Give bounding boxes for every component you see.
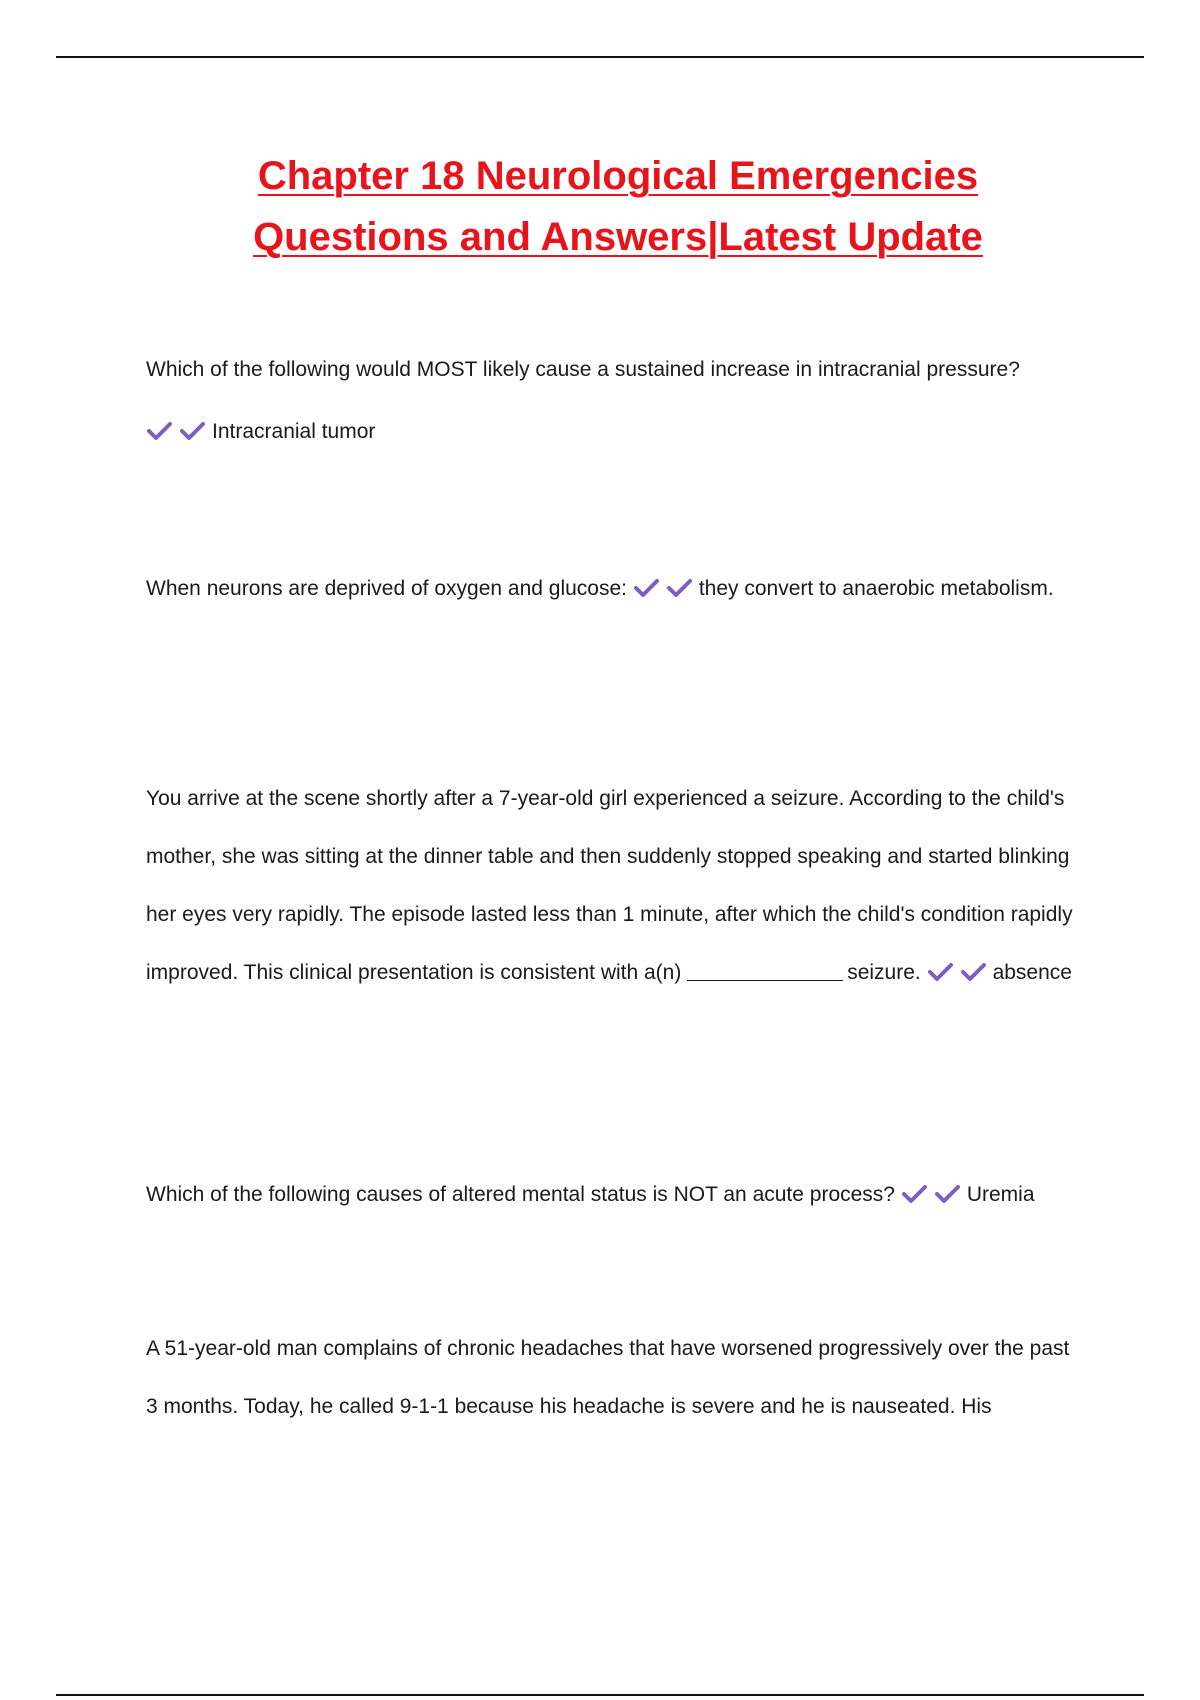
title-line-2: Questions and Answers|Latest Update	[253, 215, 983, 259]
question-3	[146, 770, 1076, 1002]
double-check-icon	[927, 961, 993, 984]
double-check-icon	[633, 577, 699, 600]
question-4-text: Which of the following causes of altered mental status is NOT an acute process?	[146, 1183, 895, 1206]
question-3-end: seizure.	[847, 961, 921, 984]
question-4	[146, 1166, 1076, 1224]
question-1	[146, 341, 1076, 399]
page-title	[0, 146, 1200, 268]
footer-rule	[56, 1694, 1144, 1696]
title-line-1: Chapter 18 Neurological Emergencies	[257, 154, 979, 198]
double-check-icon	[901, 1183, 967, 1206]
answer-1	[146, 403, 1076, 461]
question-3-text: You arrive at the scene shortly after a 7-year-old girl experienced a seizure. According to the child's mother, she was sitting at the dinner table and then suddenly stopped speaking and started blinking her eyes very rapidly. The episode lasted less than 1 minute, after which the child's condition rapidly improved. This clinical presentation is consistent with a(n)	[146, 787, 1073, 984]
answer-2-text: they convert to anaerobic metabolism.	[698, 577, 1054, 600]
double-check-icon	[146, 420, 212, 443]
answer-4-text: Uremia	[966, 1183, 1035, 1206]
question-1-text: Which of the following would MOST likely cause a sustained increase in intracranial pressure?	[146, 358, 1020, 381]
question-2-text: When neurons are deprived of oxygen and glucose:	[146, 577, 627, 600]
question-5-text: A 51-year-old man complains of chronic headaches that have worsened progressively over the past 3 months. Today, he called 9-1-1 because his headache is severe and he is nauseated. His	[146, 1337, 1070, 1418]
question-2	[146, 560, 1076, 618]
answer-3-text: absence	[992, 961, 1072, 984]
answer-blank	[687, 962, 843, 981]
header-rule	[56, 56, 1144, 58]
question-5	[146, 1320, 1076, 1436]
answer-1-text: Intracranial tumor	[212, 420, 376, 443]
